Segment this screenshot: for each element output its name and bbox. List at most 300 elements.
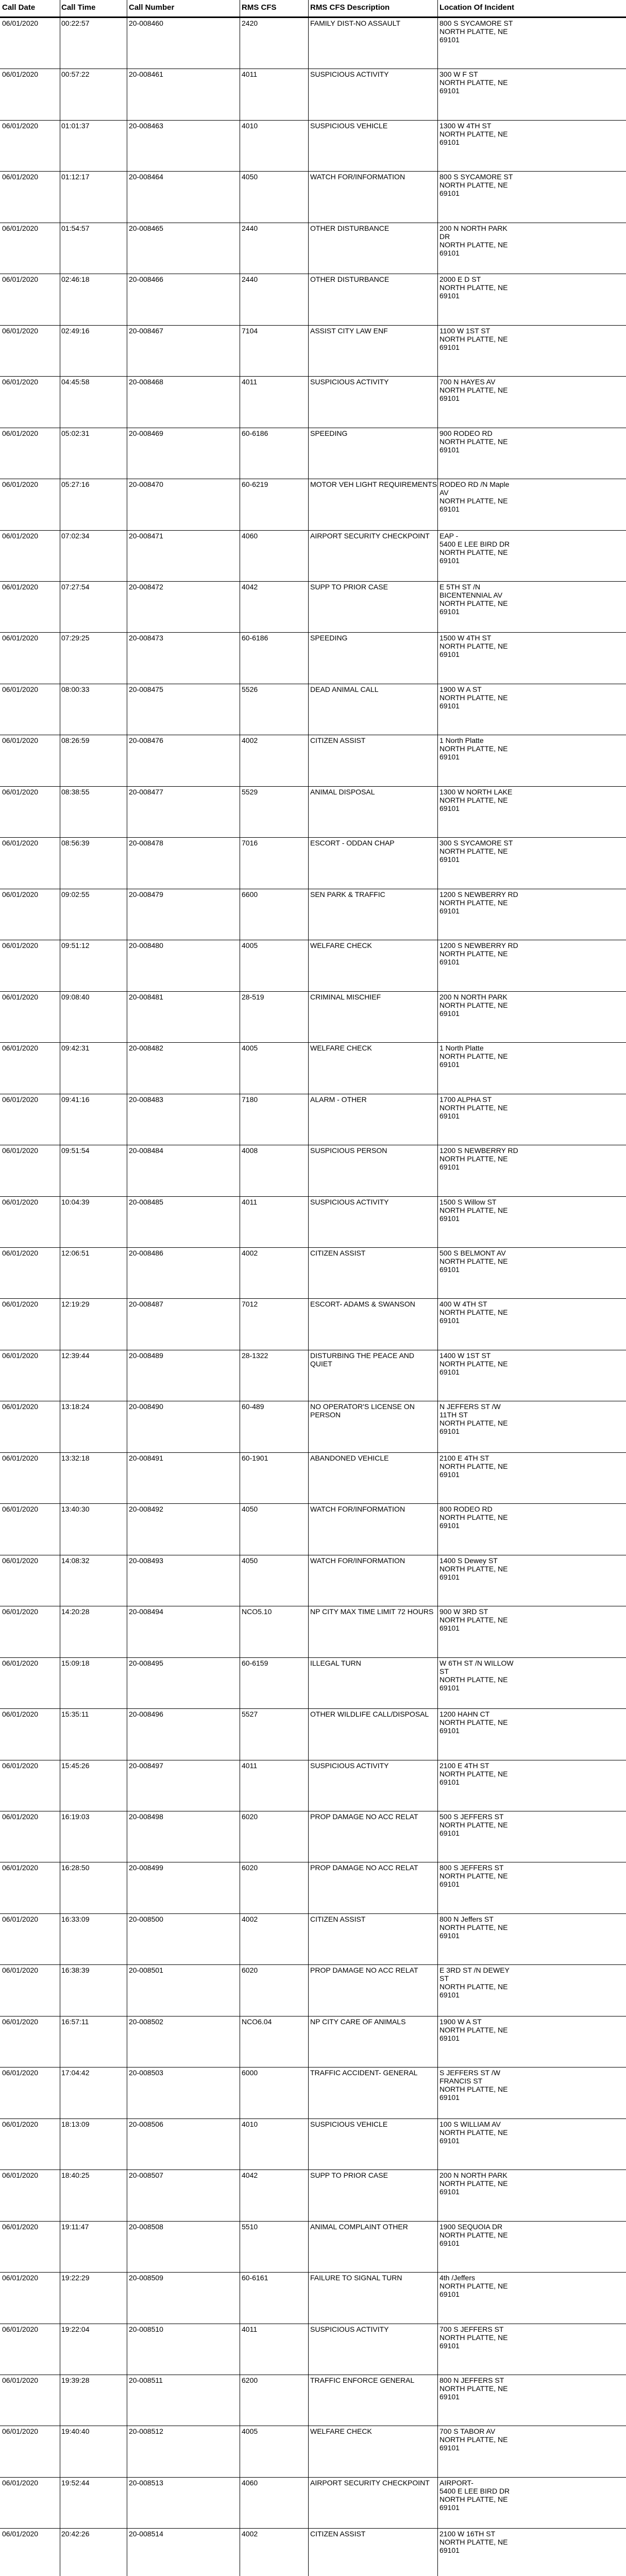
location-cell: 300 W F ST NORTH PLATTE, NE 69101: [439, 70, 508, 95]
table-row: [0, 1503, 626, 1554]
call-number-cell: 20-008514: [129, 2530, 163, 2538]
header-call-date: Call Date: [2, 3, 36, 12]
table-row: [0, 2119, 626, 2170]
table-row: [0, 889, 626, 940]
call-number-cell: 20-008470: [129, 480, 163, 489]
header-call-number: Call Number: [129, 3, 175, 12]
call-number-cell: 20-008506: [129, 2120, 163, 2128]
rms-cfs-cell: 6020: [242, 1812, 258, 1821]
call-time-cell: 19:40:40: [61, 2427, 90, 2436]
call-time-cell: 19:52:44: [61, 2478, 90, 2487]
location-cell: 1100 W 1ST ST NORTH PLATTE, NE 69101: [439, 326, 508, 351]
location-cell: 800 S SYCAMORE ST NORTH PLATTE, NE 69101: [439, 19, 513, 44]
call-number-cell: 20-008466: [129, 275, 163, 284]
call-number-cell: 20-008472: [129, 583, 163, 591]
location-cell: 800 N Jeffers ST NORTH PLATTE, NE 69101: [439, 1914, 508, 1940]
call-time-cell: 08:56:39: [61, 839, 90, 848]
rms-cfs-cell: 2440: [242, 275, 258, 284]
rms-cfs-cell: 4050: [242, 173, 258, 181]
table-row: [0, 1913, 626, 1964]
location-cell: 100 S WILLIAM AV NORTH PLATTE, NE 69101: [439, 2120, 508, 2145]
call-date-cell: 06/01/2020: [2, 1710, 39, 1719]
rms-cfs-description-cell: CITIZEN ASSIST: [310, 1914, 366, 1923]
table-row: [0, 2272, 626, 2323]
rms-cfs-cell: 28-519: [242, 992, 264, 1001]
table-row: [0, 837, 626, 888]
call-number-cell: 20-008482: [129, 1044, 163, 1053]
table-row: [0, 1042, 626, 1093]
rms-cfs-description-cell: SUPP TO PRIOR CASE: [310, 2171, 388, 2180]
call-date-cell: 06/01/2020: [2, 2120, 39, 2128]
rms-cfs-cell: 4010: [242, 121, 258, 130]
rms-cfs-description-cell: WATCH FOR/INFORMATION: [310, 1505, 405, 1514]
table-row: [0, 1298, 626, 1349]
call-number-cell: 20-008483: [129, 1095, 163, 1104]
call-time-cell: 16:38:39: [61, 1966, 90, 1975]
call-date-cell: 06/01/2020: [2, 1607, 39, 1616]
location-cell: 1700 ALPHA ST NORTH PLATTE, NE 69101: [439, 1095, 508, 1120]
location-cell: 1 North Platte NORTH PLATTE, NE 69101: [439, 1044, 508, 1069]
rms-cfs-cell: 60-6159: [242, 1658, 268, 1667]
call-time-cell: 08:00:33: [61, 685, 90, 693]
call-time-cell: 09:08:40: [61, 992, 90, 1001]
table-row: [0, 1862, 626, 1913]
table-row: [0, 1606, 626, 1657]
table-row: [0, 1657, 626, 1708]
call-number-cell: 20-008465: [129, 224, 163, 232]
call-date-cell: 06/01/2020: [2, 2069, 39, 2077]
call-date-cell: 06/01/2020: [2, 1761, 39, 1770]
location-cell: 1900 SEQUOIA DR NORTH PLATTE, NE 69101: [439, 2222, 508, 2247]
rms-cfs-description-cell: WELFARE CHECK: [310, 1044, 372, 1053]
rms-cfs-description-cell: CITIZEN ASSIST: [310, 1248, 366, 1257]
call-date-cell: 06/01/2020: [2, 1863, 39, 1872]
rms-cfs-cell: 6020: [242, 1863, 258, 1872]
call-time-cell: 13:18:24: [61, 1402, 90, 1411]
rms-cfs-description-cell: SPEEDING: [310, 429, 348, 437]
rms-cfs-description-cell: DISTURBING THE PEACE AND QUIET: [310, 1351, 415, 1368]
table-row: [0, 479, 626, 530]
table-row: [0, 684, 626, 735]
table-row: [0, 1247, 626, 1298]
call-time-cell: 05:27:16: [61, 480, 90, 489]
rms-cfs-description-cell: SEN PARK & TRAFFIC: [310, 890, 385, 899]
location-cell: 500 S JEFFERS ST NORTH PLATTE, NE 69101: [439, 1812, 508, 1837]
table-row: [0, 530, 626, 581]
call-time-cell: 08:26:59: [61, 736, 90, 745]
call-time-cell: 19:11:47: [61, 2222, 89, 2231]
call-number-cell: 20-008509: [129, 2274, 163, 2282]
rms-cfs-description-cell: PROP DAMAGE NO ACC RELAT: [310, 1966, 418, 1975]
location-cell: 900 RODEO RD NORTH PLATTE, NE 69101: [439, 429, 508, 454]
location-cell: 800 S JEFFERS ST NORTH PLATTE, NE 69101: [439, 1863, 508, 1889]
call-time-cell: 12:19:29: [61, 1300, 90, 1309]
table-row: [0, 376, 626, 427]
rms-cfs-cell: 5526: [242, 685, 258, 693]
call-number-cell: 20-008490: [129, 1402, 163, 1411]
call-date-cell: 06/01/2020: [2, 70, 39, 79]
location-cell: E 3RD ST /N DEWEY ST NORTH PLATTE, NE 69101: [439, 1966, 510, 1999]
location-cell: 700 N HAYES AV NORTH PLATTE, NE 69101: [439, 378, 508, 403]
call-time-cell: 15:35:11: [61, 1710, 89, 1719]
location-cell: S JEFFERS ST /W FRANCIS ST NORTH PLATTE, NE 69101: [439, 2069, 508, 2102]
table-row: [0, 1094, 626, 1145]
rms-cfs-cell: 60-6186: [242, 429, 268, 437]
call-date-cell: 06/01/2020: [2, 1197, 39, 1206]
call-number-cell: 20-008502: [129, 2017, 163, 2026]
rms-cfs-description-cell: DEAD ANIMAL CALL: [310, 685, 379, 693]
rms-cfs-cell: 4011: [242, 1197, 258, 1206]
table-row: [0, 274, 626, 325]
call-number-cell: 20-008484: [129, 1146, 163, 1155]
table-row: [0, 2016, 626, 2067]
call-number-cell: 20-008487: [129, 1300, 163, 1309]
location-cell: 800 RODEO RD NORTH PLATTE, NE 69101: [439, 1505, 508, 1530]
call-time-cell: 00:22:57: [61, 19, 90, 27]
rms-cfs-cell: 4005: [242, 1044, 258, 1053]
rms-cfs-description-cell: ANIMAL DISPOSAL: [310, 787, 375, 796]
call-date-cell: 06/01/2020: [2, 2171, 39, 2180]
call-date-cell: 06/01/2020: [2, 839, 39, 848]
call-time-cell: 16:28:50: [61, 1863, 90, 1872]
call-number-cell: 20-008476: [129, 736, 163, 745]
rms-cfs-description-cell: WELFARE CHECK: [310, 941, 372, 950]
call-date-cell: 06/01/2020: [2, 1966, 39, 1975]
location-cell: 2100 E 4TH ST NORTH PLATTE, NE 69101: [439, 1453, 508, 1479]
location-cell: 200 N NORTH PARK NORTH PLATTE, NE 69101: [439, 992, 508, 1018]
rms-cfs-cell: 2440: [242, 224, 258, 232]
call-date-cell: 06/01/2020: [2, 1812, 39, 1821]
location-cell: 500 S BELMONT AV NORTH PLATTE, NE 69101: [439, 1248, 508, 1274]
rms-cfs-cell: 4060: [242, 531, 258, 540]
location-cell: 1200 HAHN CT NORTH PLATTE, NE 69101: [439, 1710, 508, 1735]
location-cell: 700 S JEFFERS ST NORTH PLATTE, NE 69101: [439, 2325, 508, 2350]
location-cell: 1300 W NORTH LAKE NORTH PLATTE, NE 69101: [439, 787, 513, 812]
rms-cfs-cell: 60-489: [242, 1402, 264, 1411]
rms-cfs-cell: 4050: [242, 1505, 258, 1514]
rms-cfs-description-cell: ALARM - OTHER: [310, 1095, 367, 1104]
rms-cfs-description-cell: ANIMAL COMPLAINT OTHER: [310, 2222, 408, 2231]
call-number-cell: 20-008460: [129, 19, 163, 27]
call-date-cell: 06/01/2020: [2, 583, 39, 591]
call-date-cell: 06/01/2020: [2, 19, 39, 27]
rms-cfs-cell: 6000: [242, 2069, 258, 2077]
call-number-cell: 20-008477: [129, 787, 163, 796]
call-number-cell: 20-008486: [129, 1248, 163, 1257]
rms-cfs-description-cell: NO OPERATOR'S LICENSE ON PERSON: [310, 1402, 415, 1419]
rms-cfs-description-cell: AIRPORT SECURITY CHECKPOINT: [310, 2478, 430, 2487]
location-cell: 800 S SYCAMORE ST NORTH PLATTE, NE 69101: [439, 173, 513, 198]
table-row: [0, 1196, 626, 1247]
call-time-cell: 15:45:26: [61, 1761, 90, 1770]
call-date-cell: 06/01/2020: [2, 121, 39, 130]
rms-cfs-cell: 6200: [242, 2376, 258, 2385]
call-number-cell: 20-008478: [129, 839, 163, 848]
call-date-cell: 06/01/2020: [2, 2376, 39, 2385]
rms-cfs-cell: 7180: [242, 1095, 258, 1104]
table-row: [0, 1708, 626, 1759]
call-date-cell: 06/01/2020: [2, 1248, 39, 1257]
call-time-cell: 07:27:54: [61, 583, 90, 591]
call-number-cell: 20-008471: [129, 531, 163, 540]
rms-cfs-description-cell: ASSIST CITY LAW ENF: [310, 326, 388, 335]
rms-cfs-description-cell: MOTOR VEH LIGHT REQUIREMENTS: [310, 480, 437, 489]
call-date-cell: 06/01/2020: [2, 1505, 39, 1514]
rms-cfs-description-cell: TRAFFIC ACCIDENT- GENERAL: [310, 2069, 418, 2077]
call-time-cell: 16:19:03: [61, 1812, 90, 1821]
call-number-cell: 20-008510: [129, 2325, 163, 2333]
location-cell: 1900 W A ST NORTH PLATTE, NE 69101: [439, 2017, 508, 2042]
location-cell: 1900 W A ST NORTH PLATTE, NE 69101: [439, 685, 508, 710]
rms-cfs-cell: NCO5.10: [242, 1607, 272, 1616]
table-row: [0, 2477, 626, 2528]
location-cell: 1400 W 1ST ST NORTH PLATTE, NE 69101: [439, 1351, 508, 1376]
rms-cfs-description-cell: ILLEGAL TURN: [310, 1658, 361, 1667]
call-number-cell: 20-008475: [129, 685, 163, 693]
location-cell: 1300 W 4TH ST NORTH PLATTE, NE 69101: [439, 121, 508, 146]
rms-cfs-cell: 4042: [242, 2171, 258, 2180]
rms-cfs-description-cell: CRIMINAL MISCHIEF: [310, 992, 381, 1001]
call-number-cell: 20-008467: [129, 326, 163, 335]
rms-cfs-description-cell: SUSPICIOUS ACTIVITY: [310, 70, 389, 79]
call-date-cell: 06/01/2020: [2, 1556, 39, 1565]
rms-cfs-description-cell: WATCH FOR/INFORMATION: [310, 173, 405, 181]
location-cell: 1200 S NEWBERRY RD NORTH PLATTE, NE 69101: [439, 941, 518, 967]
call-time-cell: 00:57:22: [61, 70, 90, 79]
location-cell: 1500 S Willow ST NORTH PLATTE, NE 69101: [439, 1197, 508, 1223]
call-number-cell: 20-008507: [129, 2171, 163, 2180]
call-number-cell: 20-008461: [129, 70, 163, 79]
rms-cfs-description-cell: OTHER DISTURBANCE: [310, 224, 390, 232]
table-row: [0, 2324, 626, 2375]
location-cell: 1400 S Dewey ST NORTH PLATTE, NE 69101: [439, 1556, 508, 1581]
call-number-cell: 20-008479: [129, 890, 163, 899]
rms-cfs-cell: 4011: [242, 2325, 258, 2333]
call-date-cell: 06/01/2020: [2, 2530, 39, 2538]
call-number-cell: 20-008468: [129, 378, 163, 386]
rms-cfs-cell: 4005: [242, 2427, 258, 2436]
table-row: [0, 735, 626, 786]
rms-cfs-description-cell: OTHER WILDLIFE CALL/DISPOSAL: [310, 1710, 429, 1719]
call-number-cell: 20-008473: [129, 634, 163, 642]
rms-cfs-cell: 4011: [242, 378, 258, 386]
rms-cfs-description-cell: PROP DAMAGE NO ACC RELAT: [310, 1863, 418, 1872]
table-row: [0, 1401, 626, 1452]
call-time-cell: 02:49:16: [61, 326, 90, 335]
rms-cfs-cell: 60-1901: [242, 1453, 268, 1462]
call-date-cell: 06/01/2020: [2, 787, 39, 796]
call-time-cell: 14:20:28: [61, 1607, 90, 1616]
call-date-cell: 06/01/2020: [2, 685, 39, 693]
rms-cfs-cell: 4002: [242, 1248, 258, 1257]
call-time-cell: 13:40:30: [61, 1505, 90, 1514]
rms-cfs-cell: 4005: [242, 941, 258, 950]
call-number-cell: 20-008481: [129, 992, 163, 1001]
rms-cfs-cell: 5527: [242, 1710, 258, 1719]
call-time-cell: 16:57:11: [61, 2017, 89, 2026]
location-cell: 2100 E 4TH ST NORTH PLATTE, NE 69101: [439, 1761, 508, 1786]
call-date-cell: 06/01/2020: [2, 1402, 39, 1411]
table-row: [0, 581, 626, 632]
rms-cfs-description-cell: NP CITY CARE OF ANIMALS: [310, 2017, 406, 2026]
call-time-cell: 10:04:39: [61, 1197, 90, 1206]
call-time-cell: 02:46:18: [61, 275, 90, 284]
table-row: [0, 1145, 626, 1196]
rms-cfs-description-cell: NP CITY MAX TIME LIMIT 72 HOURS: [310, 1607, 434, 1616]
table-row: [0, 1452, 626, 1503]
call-date-cell: 06/01/2020: [2, 173, 39, 181]
call-date-cell: 06/01/2020: [2, 736, 39, 745]
table-row: [0, 18, 626, 69]
call-date-cell: 06/01/2020: [2, 1300, 39, 1309]
location-cell: 1500 W 4TH ST NORTH PLATTE, NE 69101: [439, 634, 508, 659]
table-row: [0, 171, 626, 222]
rms-cfs-cell: 4008: [242, 1146, 258, 1155]
call-date-cell: 06/01/2020: [2, 1044, 39, 1053]
location-cell: 900 W 3RD ST NORTH PLATTE, NE 69101: [439, 1607, 508, 1633]
rms-cfs-cell: 4042: [242, 583, 258, 591]
call-date-cell: 06/01/2020: [2, 480, 39, 489]
call-date-cell: 06/01/2020: [2, 1351, 39, 1360]
call-time-cell: 19:39:28: [61, 2376, 90, 2385]
call-number-cell: 20-008496: [129, 1710, 163, 1719]
rms-cfs-description-cell: CITIZEN ASSIST: [310, 736, 366, 745]
call-number-cell: 20-008485: [129, 1197, 163, 1206]
call-date-cell: 06/01/2020: [2, 1914, 39, 1923]
call-number-cell: 20-008480: [129, 941, 163, 950]
table-row: [0, 991, 626, 1042]
call-time-cell: 19:22:29: [61, 2274, 90, 2282]
table-row: [0, 632, 626, 683]
call-number-cell: 20-008512: [129, 2427, 163, 2436]
call-time-cell: 09:02:55: [61, 890, 90, 899]
location-cell: EAP - 5400 E LEE BIRD DR NORTH PLATTE, NE 69101: [439, 531, 510, 565]
rms-cfs-description-cell: AIRPORT SECURITY CHECKPOINT: [310, 531, 430, 540]
header-call-time: Call Time: [61, 3, 96, 12]
table-row: [0, 786, 626, 837]
rms-cfs-description-cell: SUSPICIOUS ACTIVITY: [310, 1761, 389, 1770]
location-cell: 700 S TABOR AV NORTH PLATTE, NE 69101: [439, 2427, 508, 2452]
call-number-cell: 20-008511: [129, 2376, 163, 2385]
call-time-cell: 09:42:31: [61, 1044, 90, 1053]
call-time-cell: 17:04:42: [61, 2069, 90, 2077]
rms-cfs-cell: NCO6.04: [242, 2017, 272, 2026]
location-cell: 200 N NORTH PARK NORTH PLATTE, NE 69101: [439, 2171, 508, 2196]
location-cell: 400 W 4TH ST NORTH PLATTE, NE 69101: [439, 1300, 508, 1325]
call-number-cell: 20-008498: [129, 1812, 163, 1821]
call-time-cell: 01:12:17: [61, 173, 90, 181]
call-time-cell: 07:02:34: [61, 531, 90, 540]
rms-cfs-cell: 5510: [242, 2222, 258, 2231]
rms-cfs-cell: 4011: [242, 1761, 258, 1770]
table-row: [0, 2170, 626, 2221]
call-time-cell: 01:54:57: [61, 224, 90, 232]
call-time-cell: 13:32:18: [61, 1453, 90, 1462]
table-row: [0, 2528, 626, 2576]
call-date-cell: 06/01/2020: [2, 1095, 39, 1104]
rms-cfs-description-cell: WATCH FOR/INFORMATION: [310, 1556, 405, 1565]
call-number-cell: 20-008492: [129, 1505, 163, 1514]
header-rms-cfs: RMS CFS: [242, 3, 277, 12]
rms-cfs-cell: 5529: [242, 787, 258, 796]
call-number-cell: 20-008469: [129, 429, 163, 437]
call-date-cell: 06/01/2020: [2, 2478, 39, 2487]
call-number-cell: 20-008464: [129, 173, 163, 181]
table-row: [0, 1350, 626, 1401]
call-time-cell: 05:02:31: [61, 429, 90, 437]
table-row: [0, 428, 626, 479]
call-date-cell: 06/01/2020: [2, 531, 39, 540]
call-time-cell: 01:01:37: [61, 121, 90, 130]
call-time-cell: 04:45:58: [61, 378, 90, 386]
header-location: Location Of Incident: [439, 3, 514, 12]
location-cell: 1200 S NEWBERRY RD NORTH PLATTE, NE 69101: [439, 1146, 518, 1172]
table-row: [0, 2067, 626, 2118]
table-row: [0, 2375, 626, 2426]
table-row: [0, 2221, 626, 2272]
rms-cfs-description-cell: SUSPICIOUS ACTIVITY: [310, 1197, 389, 1206]
call-number-cell: 20-008500: [129, 1914, 163, 1923]
call-time-cell: 08:38:55: [61, 787, 90, 796]
rms-cfs-description-cell: ABANDONED VEHICLE: [310, 1453, 389, 1462]
call-time-cell: 16:33:09: [61, 1914, 90, 1923]
call-number-cell: 20-008463: [129, 121, 163, 130]
table-row: [0, 1811, 626, 1862]
location-cell: N JEFFERS ST /W 11TH ST NORTH PLATTE, NE 69101: [439, 1402, 508, 1436]
header-rms-cfs-description: RMS CFS Description: [310, 3, 390, 12]
call-number-cell: 20-008503: [129, 2069, 163, 2077]
location-cell: 200 N NORTH PARK DR NORTH PLATTE, NE 69101: [439, 224, 508, 257]
table-row: [0, 2426, 626, 2477]
table-row: [0, 1760, 626, 1811]
call-date-cell: 06/01/2020: [2, 378, 39, 386]
rms-cfs-cell: 4010: [242, 2120, 258, 2128]
call-number-cell: 20-008495: [129, 1658, 163, 1667]
call-time-cell: 14:08:32: [61, 1556, 90, 1565]
table-row: [0, 223, 626, 274]
rms-cfs-cell: 4011: [242, 70, 258, 79]
call-date-cell: 06/01/2020: [2, 2274, 39, 2282]
table-row: [0, 1555, 626, 1606]
rms-cfs-cell: 60-6219: [242, 480, 268, 489]
call-number-cell: 20-008508: [129, 2222, 163, 2231]
call-time-cell: 18:40:25: [61, 2171, 90, 2180]
call-date-cell: 06/01/2020: [2, 941, 39, 950]
location-cell: 2100 W 16TH ST NORTH PLATTE, NE 69101: [439, 2530, 508, 2555]
rms-cfs-cell: 2420: [242, 19, 258, 27]
rms-cfs-cell: 7016: [242, 839, 258, 848]
rms-cfs-cell: 60-6186: [242, 634, 268, 642]
location-cell: RODEO RD /N Maple AV NORTH PLATTE, NE 69101: [439, 480, 510, 514]
rms-cfs-description-cell: ESCORT - ODDAN CHAP: [310, 839, 395, 848]
call-number-cell: 20-008513: [129, 2478, 163, 2487]
call-date-cell: 06/01/2020: [2, 2222, 39, 2231]
call-date-cell: 06/01/2020: [2, 890, 39, 899]
call-date-cell: 06/01/2020: [2, 326, 39, 335]
call-date-cell: 06/01/2020: [2, 2427, 39, 2436]
rms-cfs-description-cell: WELFARE CHECK: [310, 2427, 372, 2436]
rms-cfs-cell: 7104: [242, 326, 258, 335]
location-cell: AIRPORT- 5400 E LEE BIRD DR NORTH PLATTE, NE 69101: [439, 2478, 510, 2512]
call-date-cell: 06/01/2020: [2, 2017, 39, 2026]
rms-cfs-cell: 4002: [242, 1914, 258, 1923]
rms-cfs-description-cell: SUSPICIOUS PERSON: [310, 1146, 387, 1155]
call-number-cell: 20-008494: [129, 1607, 163, 1616]
call-date-cell: 06/01/2020: [2, 1453, 39, 1462]
call-date-cell: 06/01/2020: [2, 224, 39, 232]
call-time-cell: 12:06:51: [61, 1248, 90, 1257]
call-time-cell: 15:09:18: [61, 1658, 90, 1667]
